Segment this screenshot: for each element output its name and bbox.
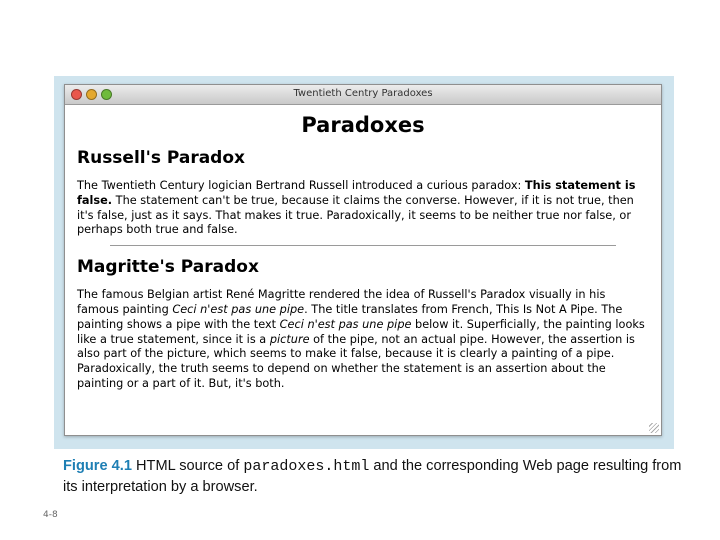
window-title: Twentieth Centry Paradoxes [293, 88, 433, 99]
magritte-paragraph [77, 288, 649, 392]
figure-caption [63, 456, 683, 498]
resize-grip-icon[interactable] [649, 423, 659, 433]
figure-label: Figure 4.1 [63, 458, 132, 474]
russell-text-1: The Twentieth Century logician Bertrand Russell introduced a curious paradox: [77, 179, 525, 192]
title-bar[interactable] [65, 85, 661, 105]
magritte-heading: Magritte's Paradox [77, 257, 259, 278]
russell-strong-statement: This statement is false. [77, 179, 636, 207]
caption-filename: paradoxes.html [243, 458, 370, 475]
web-page-content [65, 113, 661, 392]
magritte-em-2: Ceci n'est pas une pipe [279, 317, 412, 331]
magritte-text-1: The famous Belgian artist René Magritte rendered the idea of Russell's Paradox visually in his famous painting [77, 288, 606, 316]
browser-window [64, 84, 662, 436]
magritte-em-1: Ceci n'est pas une pipe [172, 302, 305, 316]
magritte-text-4: of the pipe, not an actual pipe. However, the assertion is also part of the picture, which seems to make it false, because it is clearly a painting of a pipe. Paradoxically, the truth seems to depend on whether the statement is an assertion about the painting or a part of it. But, it's both. [77, 332, 635, 390]
figure-panel [54, 76, 674, 449]
russell-text-2: The statement can't be true, because it claims the converse. However, if it is not true, then it's false, just as it says. That makes it true. Paradoxically, it seems to be neither true nor false, or perhaps both true and false. [77, 193, 634, 237]
caption-text-2: and the corresponding Web page resulting from its interpretation by a browser. [63, 458, 682, 495]
page-title: Paradoxes [301, 113, 425, 137]
magritte-em-3: picture [269, 332, 310, 346]
caption-text-1: HTML source of [131, 458, 244, 474]
magritte-text-3: below it. Superficially, the painting looks like a true statement, since it is a [77, 317, 645, 346]
russell-heading: Russell's Paradox [77, 148, 245, 168]
slide-page-number: 4-8 [43, 510, 58, 520]
magritte-text-2: . The title translates from French, This Is Not A Pipe. The painting shows a pipe with the text [77, 302, 623, 331]
horizontal-rule [110, 245, 616, 246]
russell-paragraph [77, 179, 649, 238]
